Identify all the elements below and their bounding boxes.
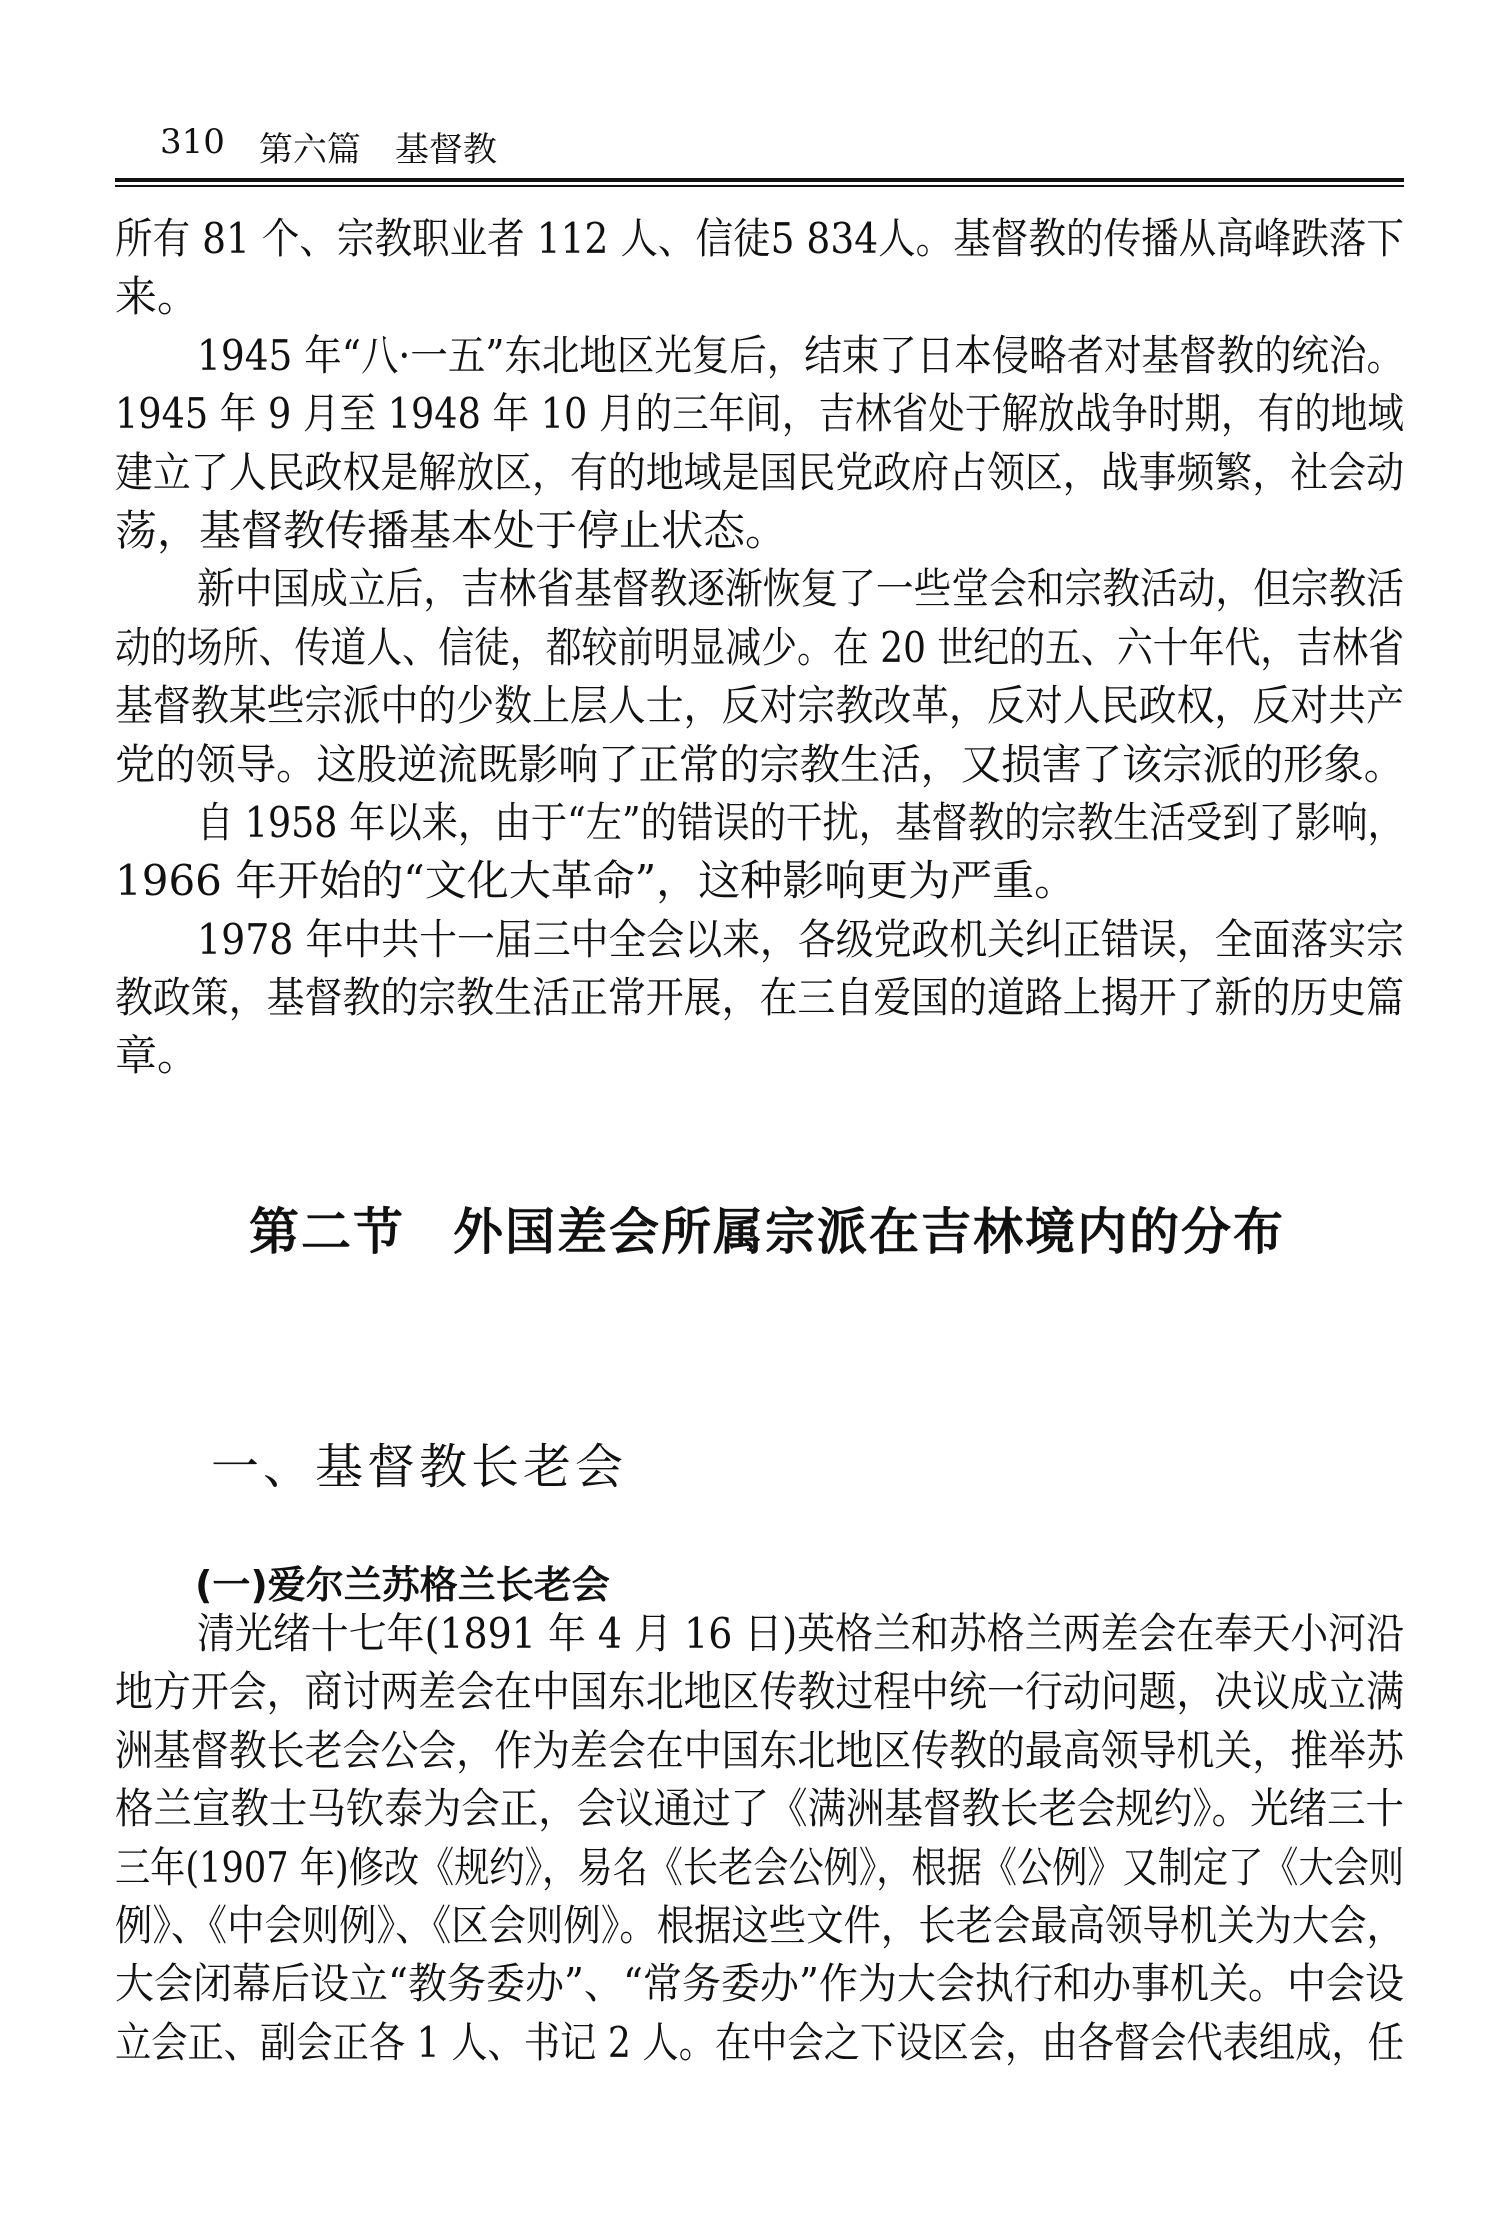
text-line [115, 1722, 1404, 1780]
part-label: 第六篇 [258, 130, 361, 170]
text-line [115, 385, 1404, 443]
text-line-content: 动的场所、传道人、信徒，都较前明显减少。在 20 世纪的五、六十年代，吉林省 [115, 622, 1404, 672]
paragraph [115, 560, 1404, 794]
text-line [115, 1027, 1404, 1085]
paragraph [115, 1605, 1404, 2072]
text-line [115, 852, 1404, 910]
text-line-content: 1945 年“八·一五”东北地区光复后，结束了日本侵略者对基督教的统治。 [197, 330, 1404, 380]
text-line [115, 1605, 1404, 1663]
section-number: 第二节 [249, 1202, 405, 1261]
text-line-content: 党的领导。这股逆流既影响了正常的宗教生活，又损害了该宗派的形象。 [115, 739, 1404, 789]
paragraph [115, 794, 1404, 911]
running-header [160, 122, 497, 171]
section-title: 外国差会所属宗派在吉林境内的分布 [453, 1202, 1285, 1261]
text-line [115, 911, 1404, 969]
header-rule-thick [115, 178, 1404, 182]
header-rule-thin [115, 185, 1404, 187]
text-line-content: 1966 年开始的“文化大革命”，这种影响更为严重。 [115, 856, 1077, 906]
text-line [115, 969, 1404, 1027]
body-text [115, 210, 1404, 1086]
text-line [115, 1780, 1404, 1838]
text-line-content: 格兰宣教士马钦泰为会正，会议通过了《满洲基督教长老会规约》。光绪三十 [115, 1784, 1404, 1834]
text-line [115, 444, 1404, 502]
text-line-content: 新中国成立后，吉林省基督教逐渐恢复了一些堂会和宗教活动，但宗教活 [197, 564, 1404, 614]
text-line [115, 268, 1404, 326]
text-line-content: 自 1958 年以来，由于“左”的错误的干扰，基督教的宗教生活受到了影响， [197, 797, 1404, 847]
text-line [115, 677, 1404, 735]
text-line-content: 大会闭幕后设立“教务委办”、“常务委办”作为大会执行和办事机关。中会设 [115, 1959, 1404, 2009]
text-line-content: 三年(1907 年)修改《规约》，易名《长老会公例》，根据《公例》又制定了《大会则 [115, 1842, 1404, 1892]
text-line-content: 基督教某些宗派中的少数上层人士，反对宗教改革，反对人民政权，反对共产 [115, 681, 1404, 731]
text-line [115, 327, 1404, 385]
text-line-content: 1945 年 9 月至 1948 年 10 月的三年间，吉林省处于解放战争时期，有的地域 [115, 389, 1404, 439]
subsection-heading: 一、基督教长老会 [211, 1439, 628, 1495]
text-line-content: 洲基督教长老会公会，作为差会在中国东北地区传教的最高领导机关，推举苏 [115, 1725, 1404, 1775]
text-line [115, 2014, 1404, 2072]
text-line [115, 1839, 1404, 1897]
text-line-content: 章。 [115, 1031, 200, 1081]
text-line-content: 教政策，基督教的宗教生活正常开展，在三自爱国的道路上揭开了新的历史篇 [115, 973, 1404, 1023]
text-line [115, 1955, 1404, 2013]
section-body-text [115, 1605, 1404, 2072]
text-line [115, 736, 1404, 794]
text-line-content: 1978 年中共十一届三中全会以来，各级党政机关纠正错误，全面落实宗 [197, 914, 1404, 964]
subsubsection-heading: (一)爱尔兰苏格兰长老会 [195, 1563, 610, 1607]
text-line-content: 清光绪十七年(1891 年 4 月 16 日)英格兰和苏格兰两差会在奉天小河沿 [197, 1609, 1404, 1658]
text-line [115, 210, 1404, 268]
text-line [115, 1897, 1404, 1955]
paragraph [115, 911, 1404, 1086]
section-heading [249, 1192, 1285, 1264]
paragraph [115, 210, 1404, 327]
text-line [115, 619, 1404, 677]
text-line-content: 建立了人民政权是解放区，有的地域是国民党政府占领区，战事频繁，社会动 [115, 447, 1404, 497]
page-number: 310 [160, 122, 225, 162]
text-line [115, 502, 1404, 560]
text-line [115, 794, 1404, 852]
text-line-content: 立会正、副会正各 1 人、书记 2 人。在中会之下设区会，由各督会代表组成，任 [115, 2017, 1404, 2067]
text-line [115, 1663, 1404, 1721]
text-line [115, 560, 1404, 618]
paragraph [115, 327, 1404, 561]
text-line-content: 地方开会，商讨两差会在中国东北地区传教过程中统一行动问题，决议成立满 [115, 1667, 1404, 1717]
part-title: 基督教 [394, 130, 497, 170]
text-line-content: 例》、《中会则例》、《区会则例》。根据这些文件，长老会最高领导机关为大会， [115, 1900, 1404, 1950]
text-line-content: 荡，基督教传播基本处于停止状态。 [115, 505, 788, 555]
text-line-content: 所有 81 个、宗教职业者 112 人、信徒5 834人。基督教的传播从高峰跌落下 [115, 214, 1404, 263]
text-line-content: 来。 [115, 272, 200, 322]
